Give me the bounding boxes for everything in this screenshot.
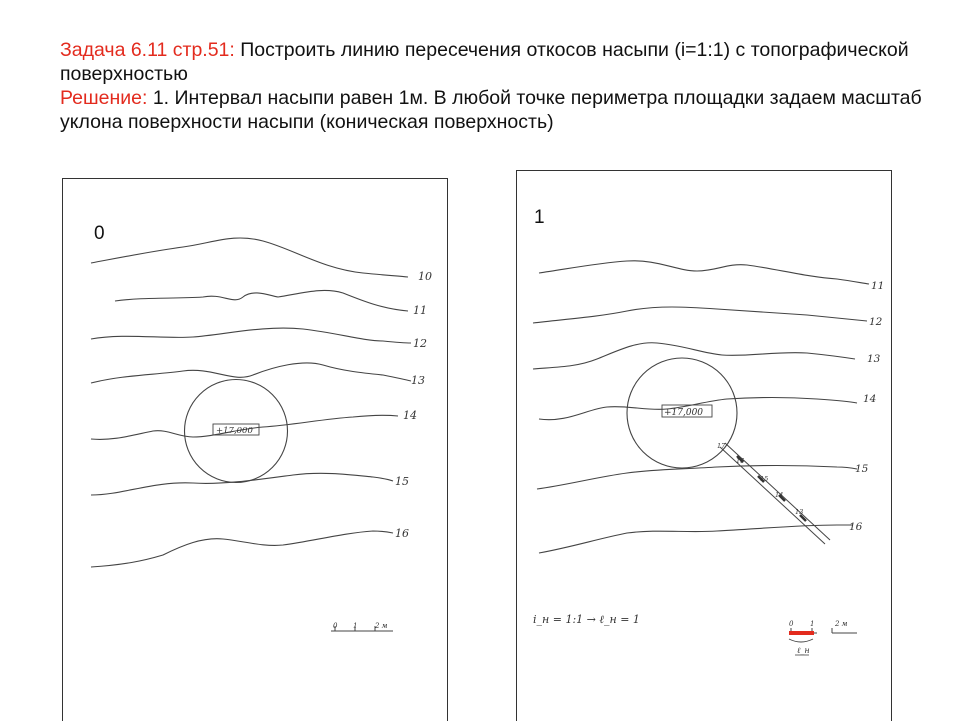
contour-line bbox=[533, 307, 867, 323]
scale-label: 2 м bbox=[835, 620, 848, 628]
scale-red-segment bbox=[789, 631, 814, 635]
scale-label: 0 bbox=[789, 620, 794, 628]
contour-label: 12 bbox=[869, 316, 883, 328]
contour-label: 12 bbox=[413, 337, 427, 350]
contour-label: 11 bbox=[871, 280, 885, 292]
contour-label: 13 bbox=[867, 353, 881, 365]
contour-label: 15 bbox=[395, 475, 409, 488]
contour-line bbox=[91, 473, 393, 495]
drawing-panel-step-1 bbox=[516, 170, 892, 721]
task-label: Задача 6.11 стр.51: bbox=[60, 39, 235, 61]
contour-label: 16 bbox=[395, 527, 409, 540]
scale-label: 0 bbox=[333, 622, 338, 630]
solution-label: Решение: bbox=[60, 87, 148, 109]
task-text: Построить линию пересечения откосов насыпи (i=1:1) с топографической поверхностью bbox=[60, 39, 909, 85]
scale-brace bbox=[789, 639, 813, 642]
contour-line bbox=[539, 261, 869, 284]
scale-label: 1 bbox=[810, 620, 815, 628]
contour-label: 15 bbox=[855, 463, 869, 475]
left-drawing bbox=[63, 179, 447, 721]
contour-label: 14 bbox=[863, 393, 877, 405]
slope-mark-label: 13 bbox=[795, 508, 804, 516]
contour-line bbox=[533, 343, 855, 369]
solution-text: 1. Интервал насыпи равен 1м. В любой точке периметра площадки задаем масштаб уклона поверхности насыпи (коническая поверхность) bbox=[60, 87, 922, 133]
contour-label: 13 bbox=[411, 374, 425, 387]
contour-label: 11 bbox=[413, 304, 427, 317]
right-drawing bbox=[517, 171, 891, 721]
panel-label-left: 0 bbox=[94, 223, 105, 244]
slope-mark-label: 17 bbox=[717, 442, 726, 450]
contour-line bbox=[91, 238, 408, 277]
contour-line bbox=[91, 328, 411, 343]
contour-line bbox=[115, 290, 408, 311]
elevation-label: +17,000 bbox=[664, 408, 704, 418]
contour-line bbox=[537, 466, 857, 490]
contour-line bbox=[539, 525, 853, 553]
elevation-label: +17,000 bbox=[216, 426, 253, 436]
scale-label: 1 bbox=[353, 622, 358, 630]
contour-label: 16 bbox=[849, 521, 863, 533]
panel-label-right: 1 bbox=[534, 207, 545, 228]
scale-label: 2 м bbox=[375, 622, 388, 630]
task-statement bbox=[60, 38, 940, 134]
contour-line bbox=[91, 363, 411, 383]
slope-mark-label: 16 bbox=[736, 457, 745, 465]
contour-label: 14 bbox=[403, 409, 417, 422]
slope-mark-label: 15 bbox=[760, 475, 769, 483]
slope-formula: i_н = 1:1 → ℓ_н = 1 bbox=[533, 613, 640, 626]
contour-label: 10 bbox=[418, 270, 432, 283]
scale-note: ℓ_н bbox=[797, 646, 810, 655]
drawing-panel-initial bbox=[62, 178, 448, 721]
contour-line bbox=[91, 531, 393, 567]
slope-mark-label: 14 bbox=[775, 491, 784, 499]
